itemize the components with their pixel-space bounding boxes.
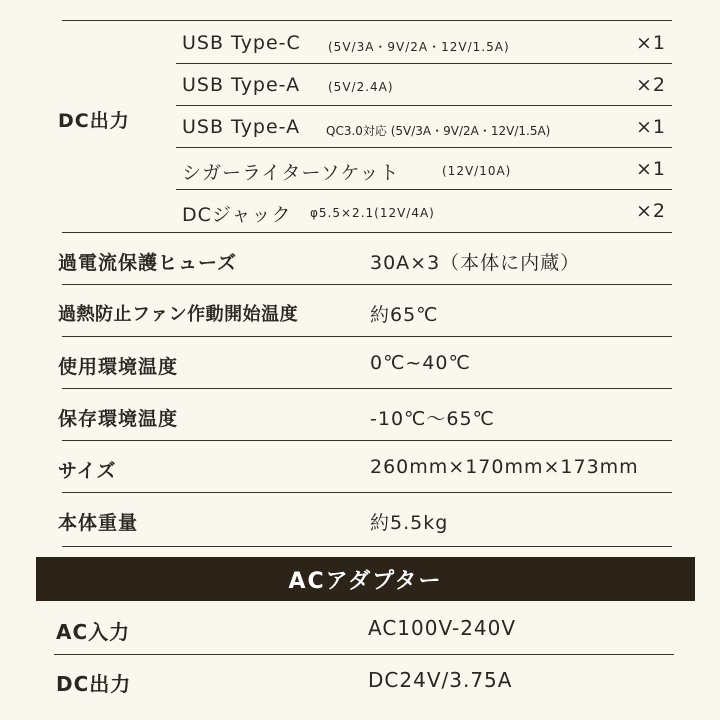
dc-output-label: DC出力 (58, 110, 130, 132)
dc-row-spec: (5V/2.4A) (328, 80, 394, 94)
spec-value-operating-temp: 0℃~40℃ (370, 352, 471, 374)
dc-row-name: USB Type-A (182, 116, 301, 138)
divider (176, 63, 672, 64)
spec-value-fuse: 30A×3（本体に内蔵） (370, 252, 581, 274)
divider (62, 388, 672, 389)
spec-label-fan-temp: 過熱防止ファン作動開始温度 (58, 304, 299, 325)
spec-value-weight: 約5.5kg (370, 512, 449, 534)
spec-value-fan-temp: 約65℃ (370, 304, 439, 326)
dc-row-name: USB Type-C (182, 32, 301, 54)
divider (62, 440, 672, 441)
dc-row-name: DCジャック (182, 204, 292, 226)
ac-label-dc-output: DC出力 (56, 672, 132, 696)
spec-label-storage-temp: 保存環境温度 (58, 408, 179, 430)
dc-row-spec: (12V/10A) (442, 164, 512, 178)
dc-row-spec: φ5.5×2.1(12V/4A) (310, 206, 435, 220)
spec-label-operating-temp: 使用環境温度 (58, 356, 179, 378)
divider (62, 492, 672, 493)
spec-label-fuse: 過電流保護ヒューズ (58, 252, 238, 274)
dc-row-spec: (5V/3A・9V/2A・12V/1.5A) (328, 40, 510, 54)
dc-row-qty: ×2 (636, 74, 667, 96)
ac-adapter-heading: ACアダプター (36, 557, 695, 601)
dc-row-qty: ×2 (636, 200, 667, 222)
divider (62, 284, 672, 285)
dc-row-name: シガーライターソケット (182, 162, 400, 184)
divider (62, 336, 672, 337)
spec-label-size: サイズ (58, 460, 117, 482)
divider (176, 189, 672, 190)
ac-value-dc-output: DC24V/3.75A (368, 668, 513, 692)
divider (62, 232, 672, 233)
spec-label-weight: 本体重量 (58, 512, 139, 534)
ac-label-input: AC入力 (56, 620, 131, 644)
dc-row-name: USB Type-A (182, 74, 301, 96)
divider (62, 20, 672, 21)
spec-value-storage-temp: -10℃～65℃ (370, 408, 495, 430)
spec-value-size: 260mm×170mm×173mm (370, 456, 639, 478)
dc-row-qty: ×1 (636, 158, 667, 180)
ac-value-input: AC100V-240V (368, 616, 517, 640)
dc-row-qty: ×1 (636, 116, 667, 138)
divider (62, 546, 672, 547)
divider (54, 654, 674, 655)
divider (176, 105, 672, 106)
dc-row-qty: ×1 (636, 32, 667, 54)
divider (176, 147, 672, 148)
dc-row-spec: QC3.0対応 (5V/3A・9V/2A・12V/1.5A) (326, 124, 551, 138)
